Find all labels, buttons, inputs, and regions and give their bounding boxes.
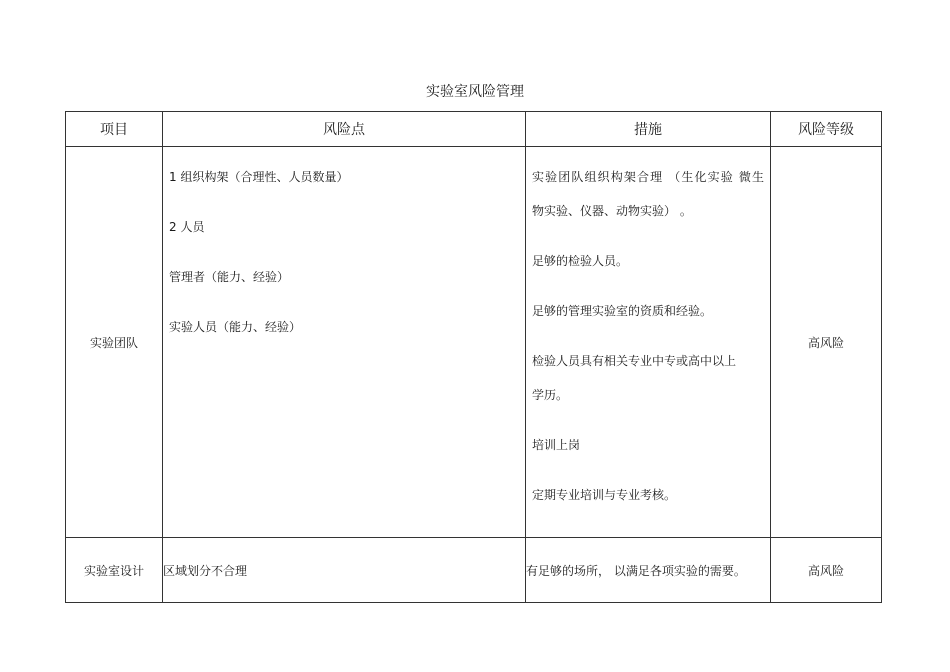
table-row	[66, 147, 882, 538]
risk-point: 实验人员（能力、经验）	[169, 320, 302, 334]
measure-line: 学历。	[532, 388, 569, 402]
measure-line: 检验人员具有相关专业中专或高中以上	[532, 354, 737, 368]
document-title: 实验室风险管理	[426, 84, 524, 100]
table-header-row	[66, 112, 882, 147]
header-risk-points: 风险点	[163, 112, 526, 147]
header-item: 项目	[66, 112, 163, 147]
risk-point: 管理者（能力、经验）	[169, 270, 290, 284]
measures-cell	[526, 147, 771, 538]
measure-line: 足够的检验人员。	[532, 254, 629, 268]
risk-management-table	[65, 111, 882, 603]
risk-points-cell: 区域划分不合理	[163, 538, 526, 603]
measure-line: 实验团队组织构架合理 （生化实验 微生	[532, 170, 764, 184]
measure-line: 定期专业培训与专业考核。	[532, 488, 677, 502]
header-risk-level: 风险等级	[771, 112, 882, 147]
risk-level-cell: 高风险	[771, 147, 882, 538]
measure-line: 培训上岗	[532, 438, 581, 452]
header-measures: 措施	[526, 112, 771, 147]
measures-cell: 有足够的场所， 以满足各项实验的需要。	[526, 538, 771, 603]
risk-point: 2 人员	[169, 220, 205, 234]
item-cell: 实验团队	[66, 147, 163, 538]
risk-level-cell: 高风险	[771, 538, 882, 603]
measure-line: 物实验、仪器、动物实验） 。	[532, 204, 692, 218]
risk-point: 1 组织构架（合理性、人员数量）	[169, 170, 349, 184]
measure-line: 足够的管理实验室的资质和经验。	[532, 304, 713, 318]
risk-points-cell	[163, 147, 526, 538]
table-row	[66, 538, 882, 603]
item-cell: 实验室设计	[66, 538, 163, 603]
